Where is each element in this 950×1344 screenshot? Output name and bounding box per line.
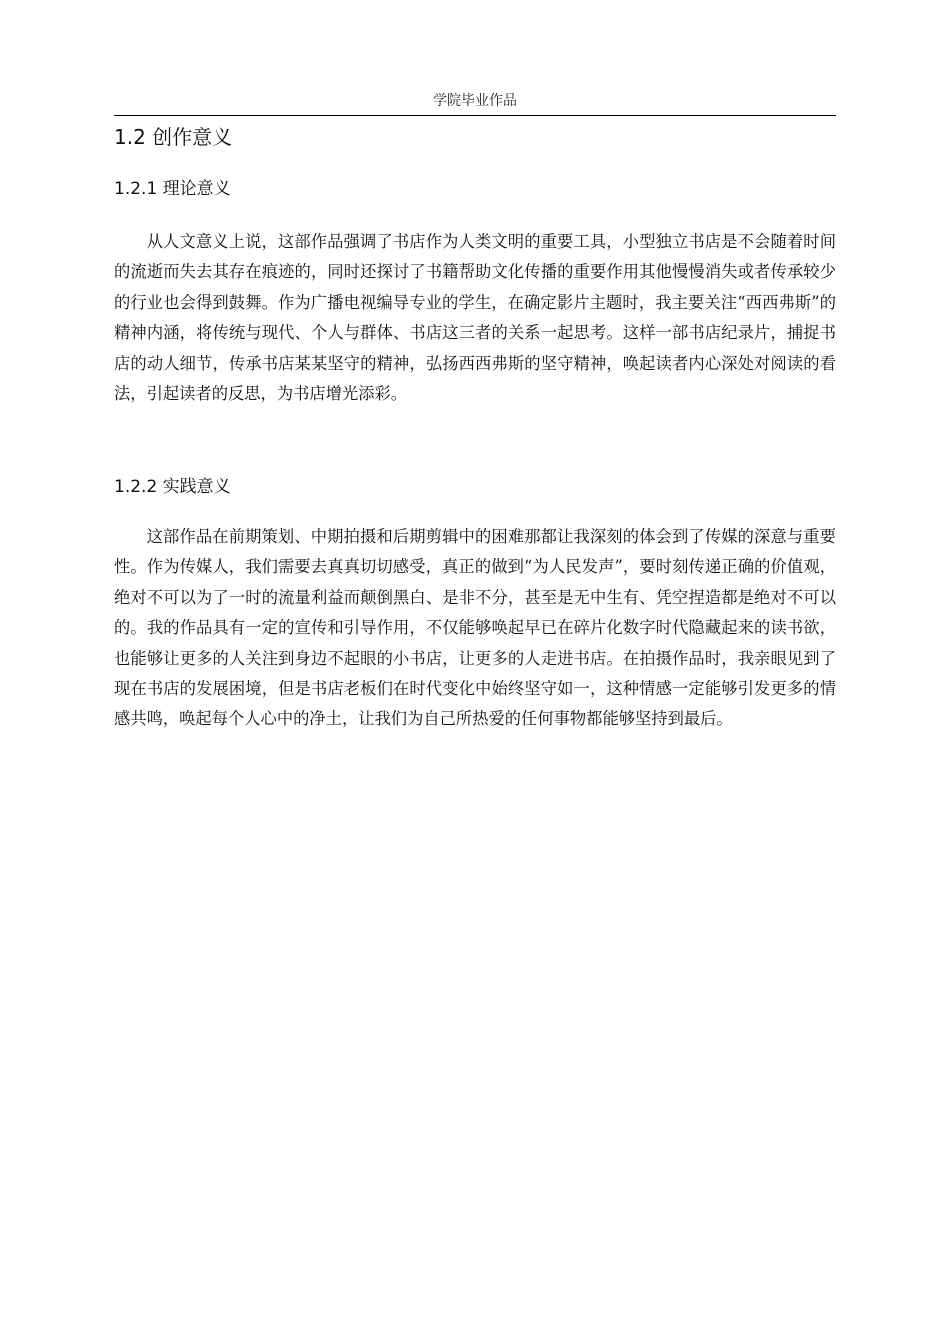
paragraph-theory: 从人文意义上说，这部作品强调了书店作为人类文明的重要工具，小型独立书店是不会随着时间的流逝而失去其存在痕迹的，同时还探讨了书籍帮助文化传播的重要作用其他慢慢消失或者传承较少的行业也会得到鼓舞。作为广播电视编导专业的学生，在确定影片主题时，我主要关注“西西弗斯”的精神内涵，将传统与现代、个人与群体、书店这三者的关系一起思考。这样一部书店纪录片，捕捉书店的动人细节，传承书店某某坚守的精神，弘扬西西弗斯的坚守精神，唤起读者内心深处对阅读的看法，引起读者的反思，为书店增光添彩。 xyxy=(114,232,836,404)
paragraph-practice: 这部作品在前期策划、中期拍摄和后期剪辑中的困难那都让我深刻的体会到了传媒的深意与重要性。作为传媒人，我们需要去真真切切感受，真正的做到“为人民发声”，要时刻传递正确的价值观，绝对不可以为了一时的流量利益而颠倒黑白、是非不分，甚至是无中生有、凭空捏造都是绝对不可以的。我的作品具有一定的宣传和引导作用，不仅能够唤起早已在碎片化数字时代隐藏起来的读书欲，也能够让更多的人关注到身边不起眼的小书店，让更多的人走进书店。在拍摄作品时，我亲眼见到了现在书店的发展困境，但是书店老板们在时代变化中始终坚守如一，这种情感一定能够引发更多的情感共鸣，唤起每个人心中的净土，让我们为自己所热爱的任何事物都能够坚持到最后。 xyxy=(114,527,836,729)
running-header: 学院毕业作品 xyxy=(433,93,517,109)
header-divider xyxy=(114,115,836,116)
subsection-title-practice: 1.2.2 实践意义 xyxy=(114,477,231,497)
section-title: 1.2 创作意义 xyxy=(114,125,233,149)
subsection-title-theory: 1.2.1 理论意义 xyxy=(114,179,231,199)
